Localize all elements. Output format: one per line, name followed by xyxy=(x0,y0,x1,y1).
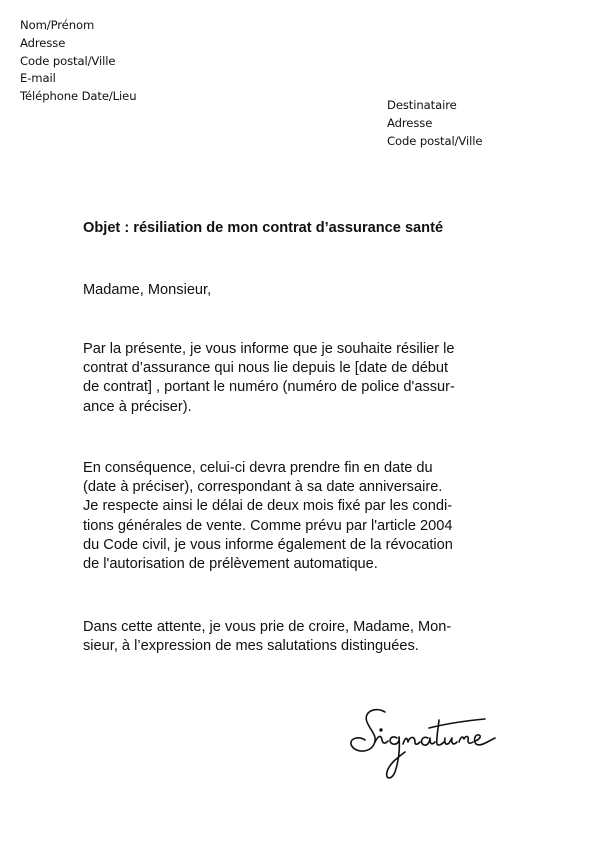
sender-address-line: Adresse xyxy=(20,35,66,50)
handwritten-signature xyxy=(345,702,505,786)
paragraph-line: sieur, à l’expression de mes salutations distinguées. xyxy=(83,638,419,655)
recipient-name-line: Destinataire xyxy=(387,98,457,112)
paragraph-line: du Code civil, je vous informe également de la révocation xyxy=(83,536,453,553)
sender-email-line: E-mail xyxy=(20,71,56,86)
letter-paragraph-3 xyxy=(83,618,513,656)
letter-greeting: Madame, Monsieur, xyxy=(83,282,212,298)
sender-postal-city-line: Code postal/Ville xyxy=(20,53,116,68)
sender-name-line: Nom/Prénom xyxy=(20,18,95,32)
recipient-address-line: Adresse xyxy=(387,116,433,130)
paragraph-line: En conséquence, celui-ci devra prendre fin en date du xyxy=(83,460,433,476)
recipient-postal-city-line: Code postal/Ville xyxy=(387,134,483,148)
sender-address-block xyxy=(20,17,136,106)
paragraph-line: Je respecte ainsi le délai de deux mois fixé par les condi- xyxy=(83,498,453,515)
paragraph-line: Dans cette attente, je vous prie de croire, Madame, Mon- xyxy=(83,619,452,635)
paragraph-line: tions générales de vente. Comme prévu par l'article 2004 xyxy=(83,517,453,534)
paragraph-line: de contrat] , portant le numéro (numéro de police d'assur- xyxy=(83,379,455,396)
letter-subject: Objet : résiliation de mon contrat d’assurance santé xyxy=(83,220,444,236)
paragraph-line: Par la présente, je vous informe que je souhaite résilier le xyxy=(83,341,455,357)
letter-paragraph-1 xyxy=(83,340,513,417)
paragraph-line: (date à préciser), correspondant à sa date anniversaire. xyxy=(83,479,443,496)
recipient-address-block xyxy=(387,96,482,150)
paragraph-line: ance à préciser). xyxy=(83,398,192,415)
letter-paragraph-2 xyxy=(83,459,513,574)
paragraph-line: contrat d’assurance qui nous lie depuis le [date de début xyxy=(83,360,449,377)
sender-phone-date-line: Téléphone Date/Lieu xyxy=(20,89,137,104)
paragraph-line: de l'autorisation de prélèvement automatique. xyxy=(83,556,378,573)
